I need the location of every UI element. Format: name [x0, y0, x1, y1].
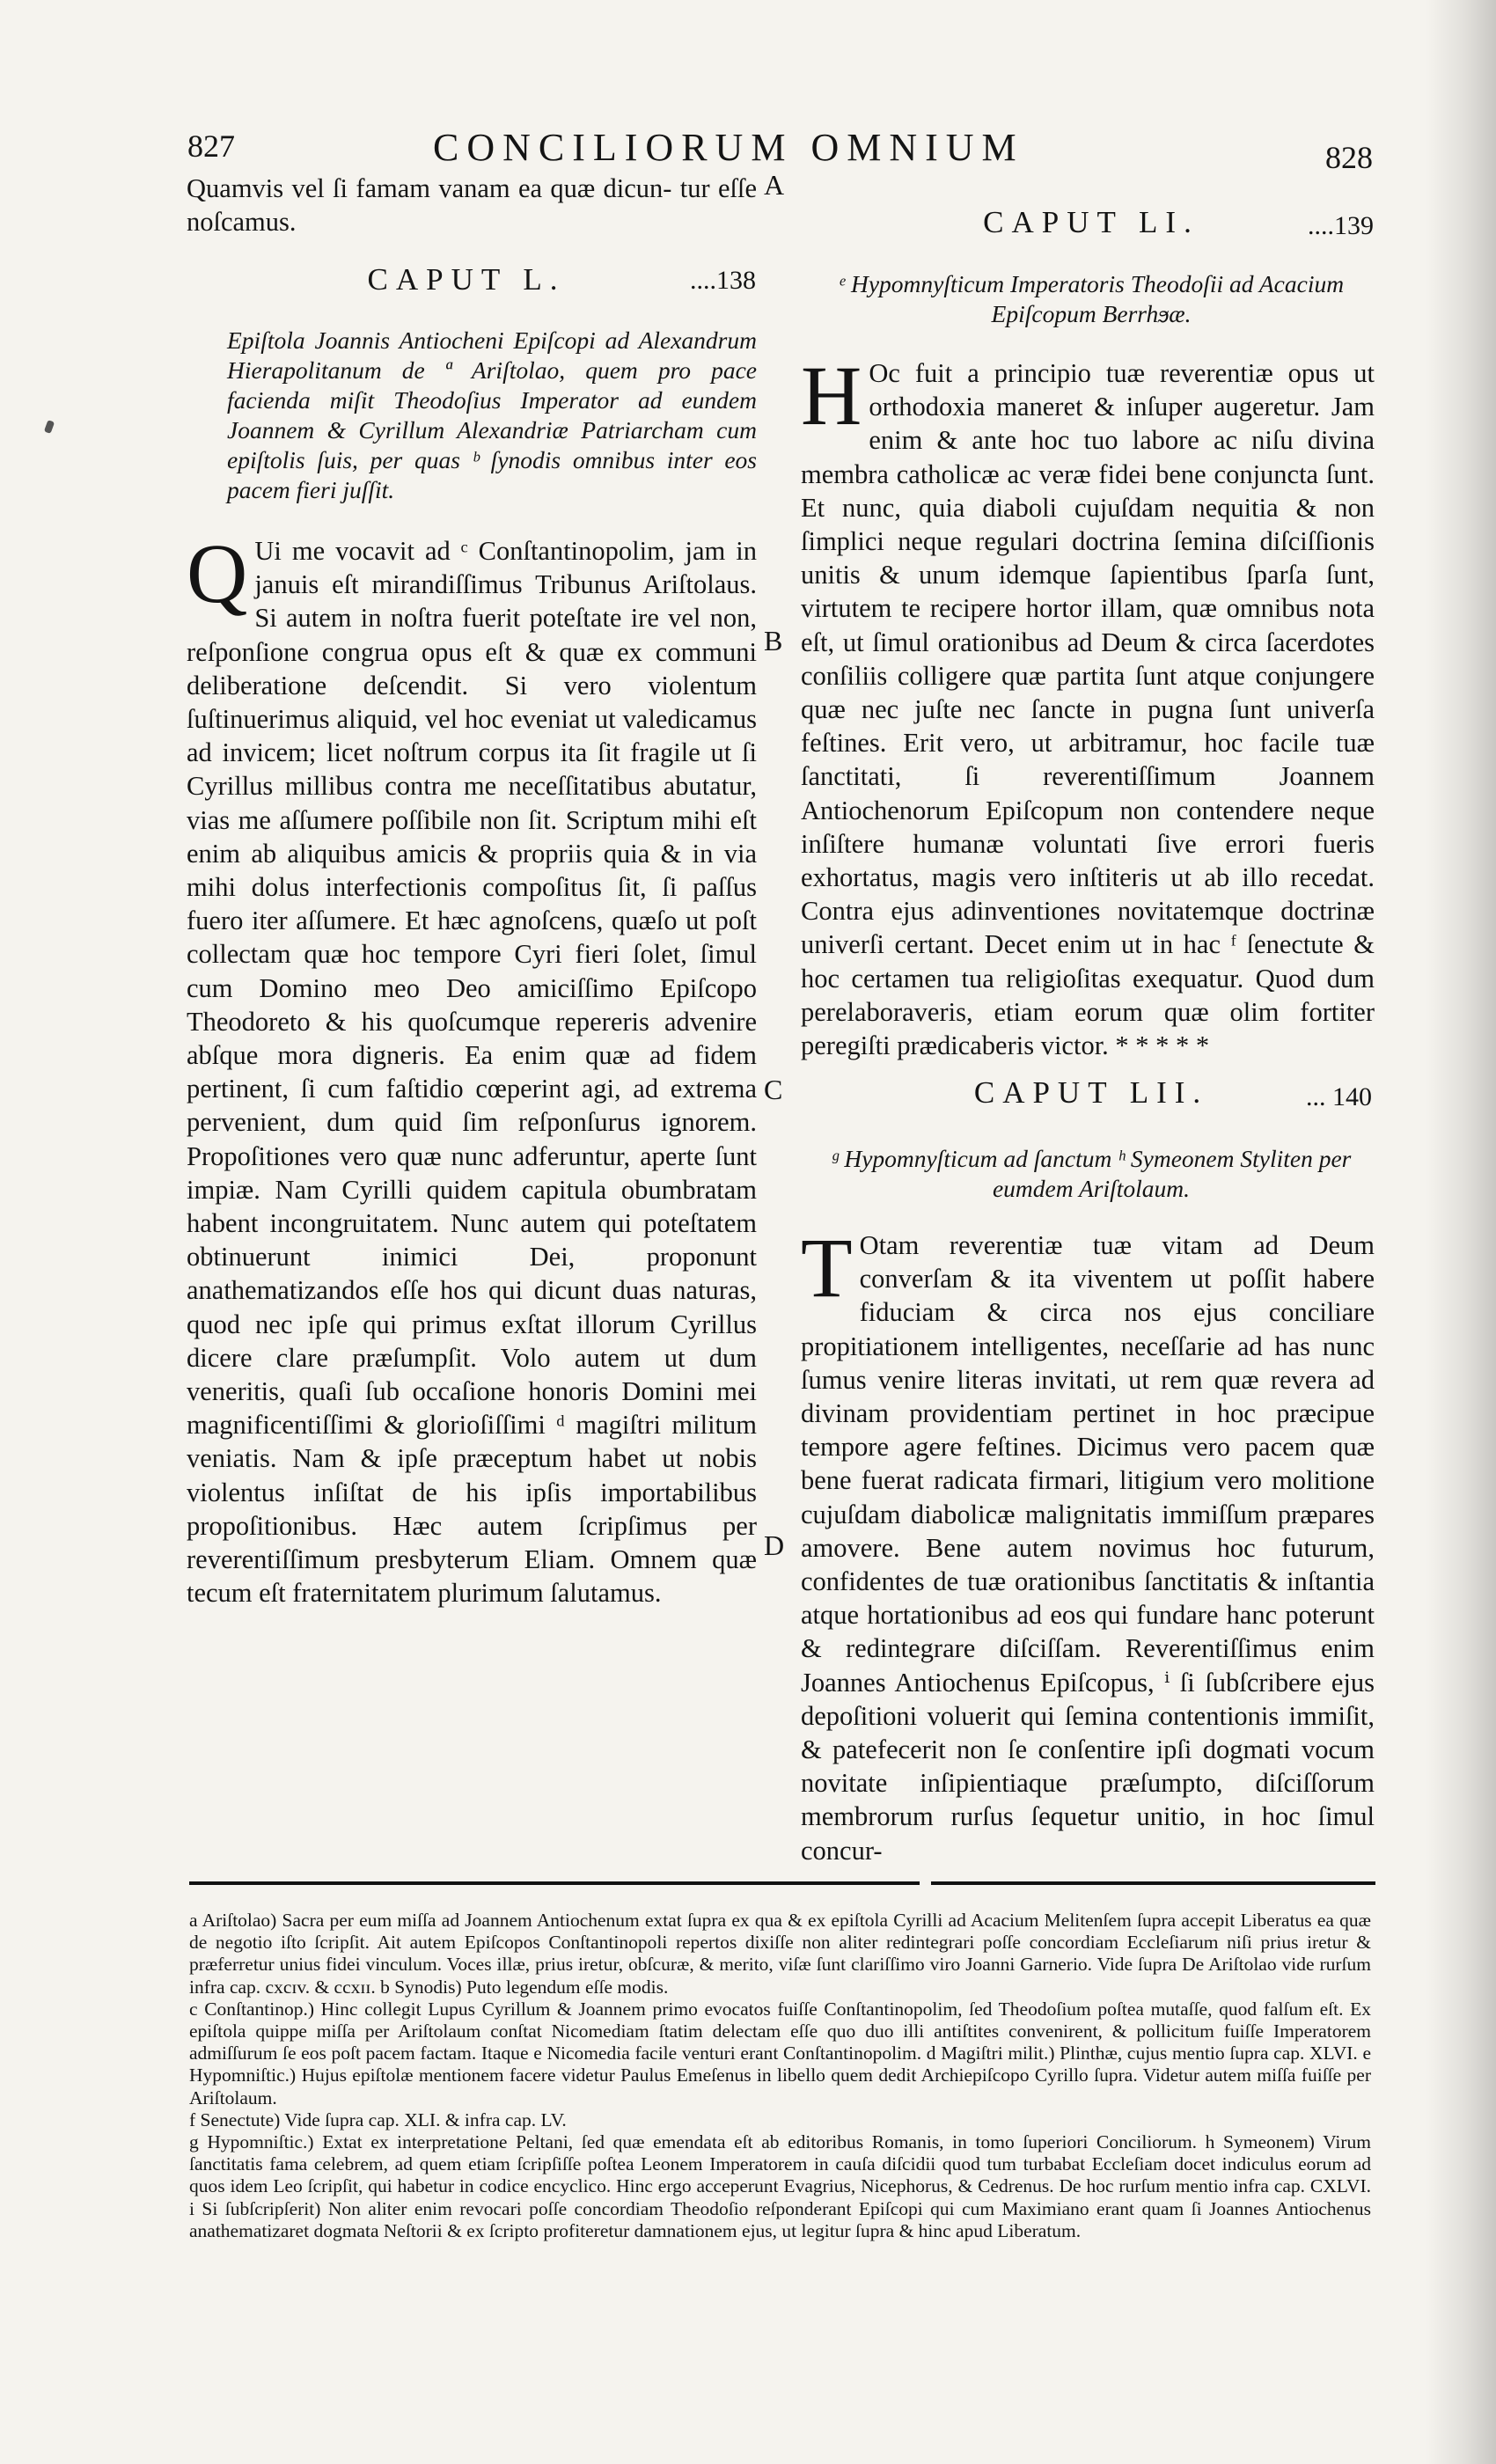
footnote-ghi: g Hypomniſtic.) Extat ex interpretatione Peltani, ſed quæ emendata eſt ab editoribus Romanis, in tomo ſuperiori Conciliorum. h Symeonem) Virum ſanctitatis fama celebrem, ad quem etiam ſcripſiſſe poſtea Leonem Imperatorem in cauſa diſcidii quod tum turbabat Eccleſiam docet indiculus eorum ad quos idem Leo ſcripſit, qui habetur in codice encyclico. Hinc ergo acceperunt Evagrius, Nicephorus, & Cedrenus. De hoc rurſum mentio infra cap. CXLVI. i Si ſubſcripſerit) Non aliter enim revocari poſſe concordiam Theodoſio reſponderant Epiſcopi qui cum Maximiano erant quam ſi Joannes Antiochenus anathematizaret dogmata Neſtorii & ex ſcripto profiteretur damnationem ejus, ut legitur ſupra & hinc apud Liberatum. [189, 2131, 1371, 2241]
margin-marker-a: A [764, 169, 785, 201]
page-number-left: 827 [187, 128, 235, 164]
binding-shadow [1426, 0, 1496, 2464]
dropcap-q: Q [187, 526, 248, 620]
chapter-52-body: T Otam reverentiæ tuæ vitam ad Deum converſam & ita viventem ut poſſit habere fiduciam & circa nos ejus conciliare propitiationem intelligentes, neceſſarie ad has nunc ſumus venire literas invitati, ut rem quæ revera ad divinam providentiam pertinet in hoc præcipue tempore agere feſtines. Dicimus vero pacem quæ bene fuerat radicata firmari, litigium vero molitione cujuſdam diabolicæ malignitatis immiſſum præpares amovere. Bene autem novimus hoc futurum, confidentes de tuæ orationibus ſanctitatis & inſtantia atque hortationibus ad eos qui fundare hanc poterunt & redintegrare diſciſſam. Reverentiſſimus enim Joannes Antiochenus Epiſcopus, ⁱ ſi ſubſcribere ejus depoſitioni voluerit qui ſemina contentionis immiſit, & patefecerit non ſe conſentire ipſi dogmati vocum novitate inſipientiaque præſumpto, diſciſſorum membrorum rurſus ſequetur unitio, in hoc ſimul concur- [801, 1221, 1375, 1866]
ink-blot [44, 420, 55, 434]
dropcap-t: T [801, 1221, 853, 1315]
chapter-51-title: CAPUT LI. [983, 205, 1199, 239]
running-title: CONCILIORUM OMNIUM [433, 126, 1024, 169]
chapter-50-rubric: Epiſtola Joannis Antiocheni Epiſcopi ad Alexandrum Hierapolitanum de ª Ariſtolao, quem pro pace facienda miſit Theodoſius Imperator ad eundem Joannem & Cyrillum Alexandriæ Patriarcham cum epiſtolis ſuis, per quas ᵇ ſynodis omnibus inter eos pacem fieri juſſit. [227, 326, 757, 503]
page-number-right: 828 [1325, 140, 1373, 175]
margin-marker-d: D [764, 1529, 785, 1561]
chapter-50-title: CAPUT L. [367, 262, 566, 297]
chapter-51-body: H Oc fuit a principio tuæ reverentiæ opus ut orthodoxia maneret & inſuper augeretur. Jam enim & ante hoc tuo labore ac niſu divina membra catholicæ ac veræ fidei bene conjuncta ſunt. Et nunc, quia diaboli cujuſdam nequitia & non ſimplici neque regulari doctrina ſemina diſciſſionis unitis & unum idemque ſapientibus ſparſa ſunt, virtutem te recipere hortor illam, quæ omnibus nota eſt, ut ſimul orationibus ad Deum & circa ſacerdotes conſiliis colligere quæ partita ſunt atque conjungere quæ nec juſte nec ſancte in pugna ſunt univerſa feſtines. Erit vero, ut arbitramur, hoc facile tuæ ſanctitati, ſi reverentiſſimum Joannem Antiochenorum Epiſcopum non contendere neque inſiſtere humanæ voluntati ſive errori fueris exhortatus, magis vero inſtiteris ut ab illo recedat. Contra ejus adinventiones novitatemque doctrinæ univerſi certant. Decet enim ut in hac ᶠ ſenectute & hoc certamen tua religioſitas exequatur. Quod dum perelaboraveris, etiam eorum quæ olim fortiter peregiſti prædicaberis victor. * * * * * [801, 348, 1375, 1061]
chapter-52-title: CAPUT LII. [973, 1075, 1209, 1110]
footnote-rule-right [931, 1881, 1375, 1885]
footnote-ab: a Ariſtolao) Sacra per eum miſſa ad Joannem Antiochenum extat ſupra ex qua & ex epiſtola Cyrilli ad Acacium Melitenſem ſupra accepit Liberatus ea quæ de negotio iſto ſcripſit. Ait autem Epiſcopos Conſtantinopoli repertos dixiſſe non aliter redintegrari poſſe concordiam Eccleſiarum niſi prius iretur & præferretur unius fidei vinculum. Voces illæ, prius iretur, obſcuræ, & merito, viſæ ſunt clariſſimo viro Joanni Garnerio. Vide ſupra De Ariſtolao vide rurſum infra cap. cxcɪv. & ccxɪɪ. b Synodis) Puto legendum eſſe modis. [189, 1910, 1371, 1998]
footnote-f: f Senectute) Vide ſupra cap. XLI. & infra cap. LV. [189, 2108, 567, 2130]
chapter-50-ref: ....138 [690, 266, 756, 295]
dropcap-h: H [801, 348, 862, 443]
margin-marker-b: B [764, 625, 783, 656]
footnote-rule-left [189, 1881, 920, 1885]
chapter-50-body: Q Ui me vocavit ad ᶜ Conſtantinopolim, jam in januis eſt mirandiſſimus Tribunus Ariſtolaus. Si autem in noſtra fuerit poteſtate ire vel non, reſponſione congrua opus eſt & quæ ex communi deliberatione deſcendit. Si vero violentum ſuſtinuerimus aliquid, vel hoc eveniat ut valedicamus ad invicem; licet noſtrum corpus ita ſit fragile ut ſi Cyrillus millibus contra me neceſſitatibus abutatur, vias me aſſumere poſſibile non ſit. Scriptum mihi eſt enim ab aliquibus amicis & propriis quia & in via mihi dolus interfectionis compoſitus ſit, ſi paſſus fuero iter aſſumere. Et hæc agnoſcens, quæſo ut poſt collectam quæ hoc tempore Cyri fieri ſolet, ſimul cum Domino meo Deo amiciſſimo Epiſcopo Theodoreto & his quoſcumque repereris advenire abſque mora digneris. Ea enim quæ ad fidem pertinent, ſi cum faſtidio cœperint agi, ad extrema pervenient, dum quid ſim reſponſurus ignorem. Propoſitiones vero quæ nunc adferuntur, aperte ſunt impiæ. Nam Cyrilli quidem capitula obumbratam habent incongruitatem. Nunc autem qui poteſtatem obtinuerunt inimici Dei, proponunt anathematizandos eſſe hos qui dicunt duas naturas, quod nec ipſe qui primus exſtat illorum Cyrillus dicere clare præſumpſit. Volo autem ut dum veneritis, quaſi ſub occaſione honoris Domini mei magnificentiſſimi & glorioſiſſimi ᵈ magiſtri militum veniatis. Nam & ipſe præceptum habet ut nobis violentus inſiſtat de his ipſis importabilibus propoſitionibus. Hæc autem ſcripſimus per reverentiſſimum presbyterum Eliam. Omnem quæ tecum eſt fraternitatem plurimum ſalutamus. [187, 526, 757, 1609]
chapter-52-ref: ... 140 [1306, 1082, 1372, 1111]
margin-marker-c: C [764, 1074, 783, 1105]
chapter-52-rubric: ᵍ Hypomnyſticum ad ſanctum ʰ Symeonem Styliten per eumdem Ariſtolaum. [831, 1145, 1352, 1202]
footnotes [189, 1910, 1371, 2242]
footnote-cde: c Conſtantinop.) Hinc collegit Lupus Cyrillum & Joannem primo evocatos fuiſſe Conſtantinopolim, ſed Theodoſium poſtea mutaſſe, quod falſum eſt. Ex epiſtola quippe miſſa per Ariſtolaum conſtat Nicomediam ſtatim delectam eſſe quo duo illi antiſtites convenirent, & pollicitum fuiſſe Imperatorem admiſſurum ſe eos poſt pacem factam. Itaque e Nicomedia facile venturi erant Conſtantinopolim. d Magiſtri milit.) Plinthæ, cujus mentio ſupra cap. XLVI. e Hypomniſtic.) Hujus epiſtolæ mentionem facere videtur Paulus Emeſenus in libello quem dedit Archiepiſcopo Cyrillo ſupra. Videtur autem miſſa fuiſſe per Ariſtolaum. [189, 1998, 1371, 2108]
left-intro-text: Quamvis vel ſi famam vanam ea quæ dicun- tur eſſe noſcamus. [187, 173, 757, 238]
chapter-51-rubric: ᵉ Hypomnyſticum Imperatoris Theodoſii ad Acacium Epiſcopum Berrhϧæ. [838, 270, 1345, 327]
chapter-51-ref: ....139 [1308, 211, 1374, 240]
